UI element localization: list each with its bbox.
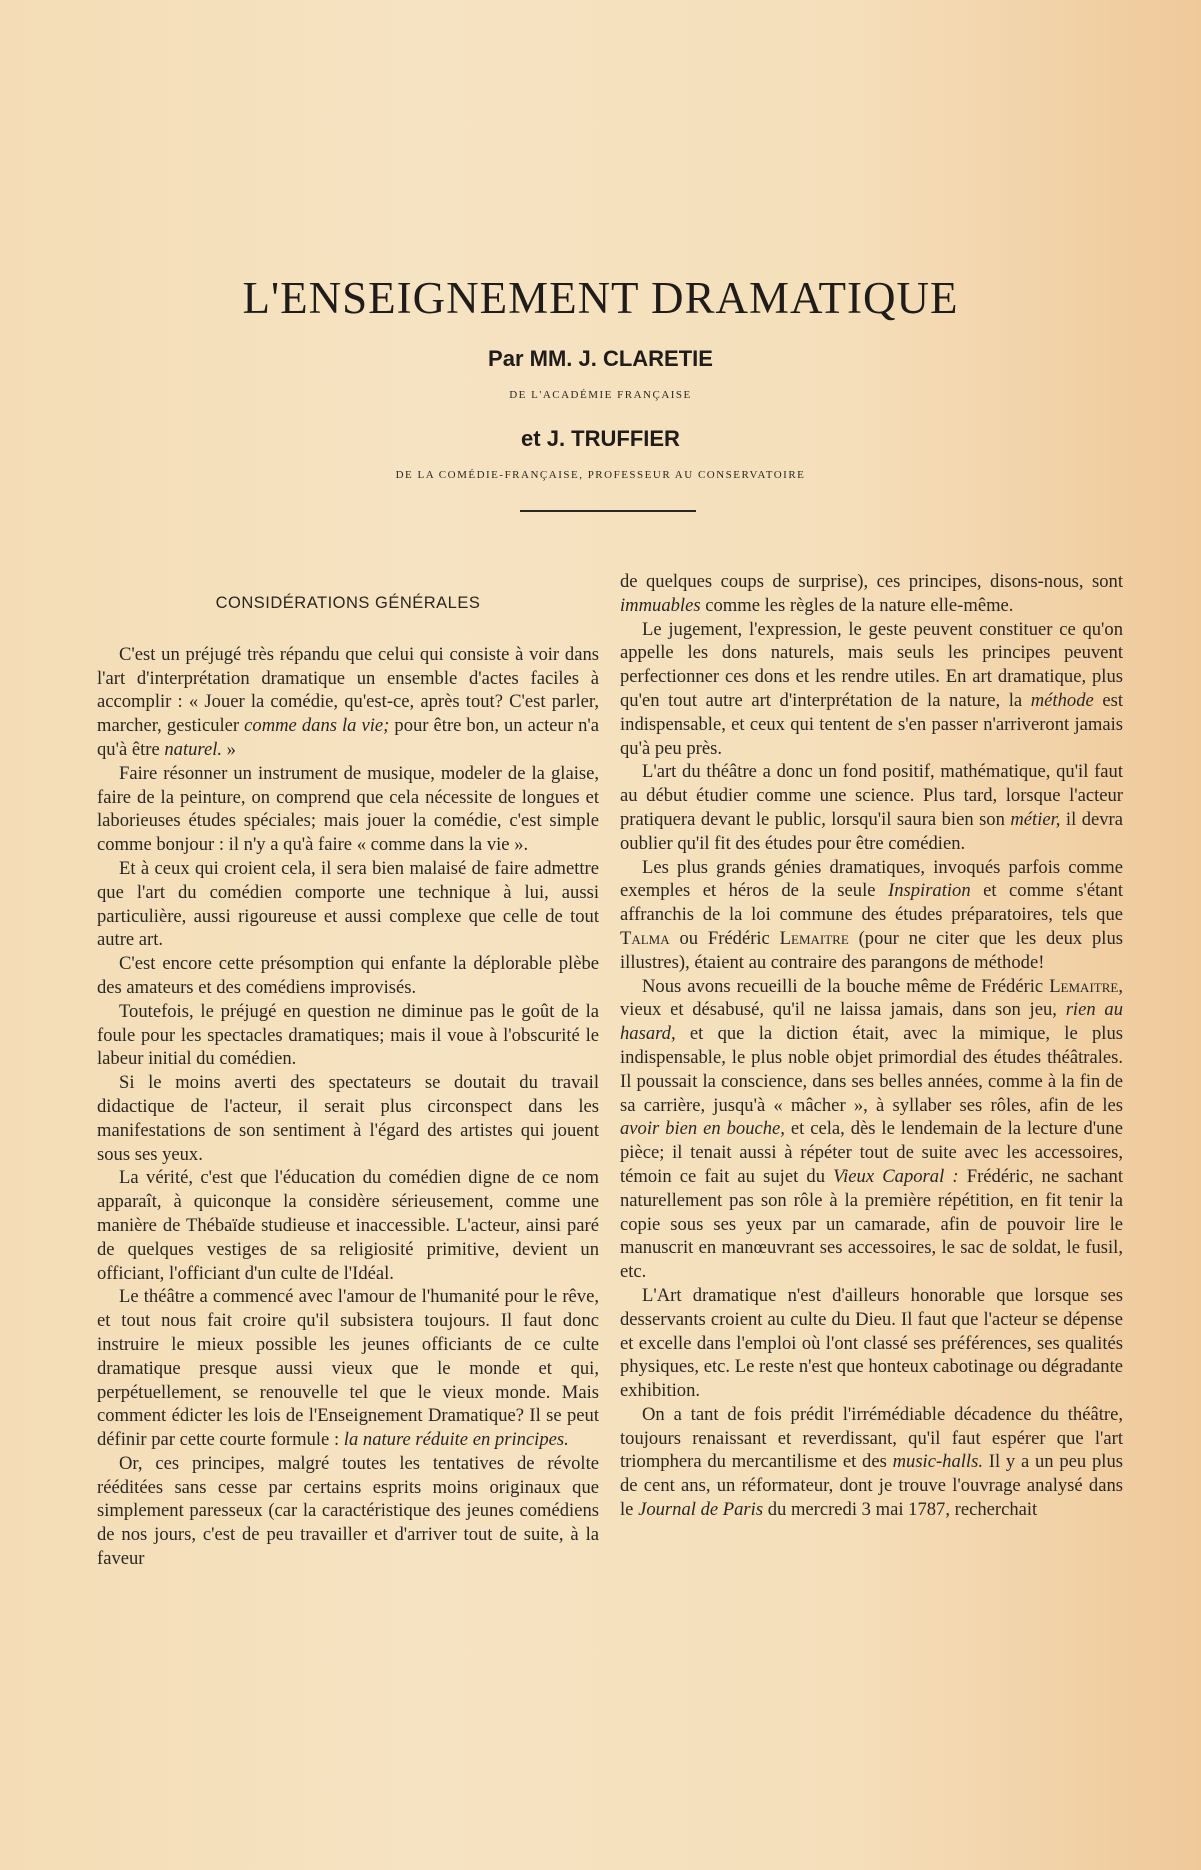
paragraph: L'art du théâtre a donc un fond positif, mathématique, qu'il faut au début étudier comme une science. Plus tard, lorsque l'acteur pratiquera devant le public, lorsqu'il saura bien son métier, il devra oublier qu'il fit des études pour être comédien. bbox=[620, 761, 1123, 854]
author-byline-truffier: et J. TRUFFIER bbox=[521, 426, 680, 451]
right-column bbox=[620, 570, 1123, 1522]
paragraph: Toutefois, le préjugé en question ne diminue pas le goût de la foule pour les spectacles dramatiques; mais il voue à l'obscurité le labeur initial du comédien. bbox=[97, 1000, 599, 1070]
paragraph: C'est encore cette présomption qui enfante la déplorable plèbe des amateurs et des comédiens improvisés. bbox=[97, 953, 599, 998]
article-title: L'ENSEIGNEMENT DRAMATIQUE bbox=[242, 273, 959, 323]
author-byline-claretie: Par MM. J. CLARETIE bbox=[488, 346, 713, 371]
paragraph: Le théâtre a commencé avec l'amour de l'humanité pour le rêve, et tout nous fait croire qu'il subsistera toujours. Il faut donc instruire le mieux possible les jeunes officiants de ce culte dramatique presque aussi vieux que le monde et qui, perpétuellement, se renouvelle tel que le vieux monde. Mais comment édicter les lois de l'Enseignement Dramatique? Il se peut définir par cette courte formule : la nature réduite en principes. bbox=[97, 1286, 599, 1451]
author-affiliation-truffier: DE LA COMÉDIE-FRANÇAISE, PROFESSEUR AU CONSERVATOIRE bbox=[395, 469, 806, 481]
title-divider bbox=[520, 510, 696, 512]
section-heading: CONSIDÉRATIONS GÉNÉRALES bbox=[215, 594, 481, 612]
paragraph: Si le moins averti des spectateurs se doutait du travail didactique de l'acteur, il serait plus circonspect dans les manifestations de son sentiment à l'égard des artistes qui jouent sous ses yeux. bbox=[97, 1072, 599, 1165]
paragraph: On a tant de fois prédit l'irrémédiable décadence du théâtre, toujours renaissant et reverdissant, qu'il faut espérer que l'art triomphera du mercantilisme et des music-halls. Il y a un peu plus de cent ans, un réformateur, dont je trouve l'ouvrage analysé dans le Journal de Paris du mercredi 3 mai 1787, recherchait bbox=[620, 1403, 1123, 1521]
paragraph: Nous avons recueilli de la bouche même de Frédéric Lemaitre, vieux et désabusé, qu'il ne laissa jamais, dans son jeu, rien au hasard, et que la diction était, avec la mimique, le plus indispensable, le plus noble objet primordial des études théâtrales. Il poussait la conscience, dans ses belles années, comme à la fin de sa carrière, jusqu'à « mâcher », à syllaber ses rôles, afin de les avoir bien en bouche, et cela, dès le lendemain de la lecture d'une pièce; il tenait aussi à répéter tout de suite avec les accessoires, témoin ce fait au sujet du Vieux Caporal : Frédéric, ne sachant naturellement pas son rôle à la première répétition, en fit tenir la copie sous ses yeux par un camarade, afin de pouvoir lire le manuscrit en manœuvrant ses accessoires, le sac de soldat, le fusil, etc. bbox=[620, 975, 1123, 1283]
paragraph: Le jugement, l'expression, le geste peuvent constituer ce qu'on appelle les dons naturels, mais seuls les principes peuvent perfectionner ces dons et les rendre utiles. En art dramatique, plus qu'en tout autre art d'interprétation de la nature, la méthode est indispensable, et ceux qui tentent de s'en passer n'arriveront jamais qu'à peu près. bbox=[620, 618, 1123, 759]
paragraph: L'Art dramatique n'est d'ailleurs honorable que lorsque ses desservants croient au culte du Dieu. Il faut que l'acteur se dépense et excelle dans l'emploi où l'ont classé ses préférences, ses qualités physiques, etc. Le reste n'est que honteux cabotinage ou dégradante exhibition. bbox=[620, 1284, 1123, 1402]
paragraph: Faire résonner un instrument de musique, modeler de la glaise, faire de la peinture, on comprend que cela nécessite de longues et laborieuses études spéciales; mais jouer la comédie, c'est simple comme bonjour : il n'y a qu'à faire « comme dans la vie ». bbox=[97, 762, 599, 856]
paragraph: La vérité, c'est que l'éducation du comédien digne de ce nom apparaît, à quiconque la considère sérieusement, comme une manière de Thébaïde studieuse et inaccessible. L'acteur, ainsi paré de quelques vestiges de sa religiosité primitive, devient un officiant, l'officiant d'un culte de l'Idéal. bbox=[97, 1167, 599, 1284]
paragraph: Et à ceux qui croient cela, il sera bien malaisé de faire admettre que l'art du comédien comporte une technique à lui, aussi particulière, aussi rigoureuse et aussi complexe que celle de tout autre art. bbox=[97, 857, 599, 951]
paragraph: de quelques coups de surprise), ces principes, disons-nous, sont immuables comme les règles de la nature elle-même. bbox=[620, 571, 1123, 616]
author-affiliation-claretie: DE L'ACADÉMIE FRANÇAISE bbox=[509, 389, 692, 401]
paragraph: C'est un préjugé très répandu que celui qui consiste à voir dans l'art d'interprétation dramatique un ensemble d'actes faciles à accomplir : « Jouer la comédie, qu'est-ce, après tout? C'est parler, marcher, gesticuler comme dans la vie; pour être bon, un acteur n'a qu'à être naturel. » bbox=[97, 643, 599, 760]
left-column bbox=[97, 570, 599, 1571]
paragraph: Or, ces principes, malgré toutes les tentatives de révolte rééditées sans cesse par certains esprits moins originaux que simplement paresseux (car la caractéristique des jeunes comédiens de nos jours, c'est de peu travailler et d'arriver tout de suite, à la faveur bbox=[97, 1452, 599, 1570]
paragraph: Les plus grands génies dramatiques, invoqués parfois comme exemples et héros de la seule Inspiration et comme s'étant affranchis de la loi commune des études préparatoires, tels que Talma ou Frédéric Lemaitre (pour ne citer que les deux plus illustres), étaient au contraire des parangons de méthode! bbox=[620, 856, 1123, 973]
